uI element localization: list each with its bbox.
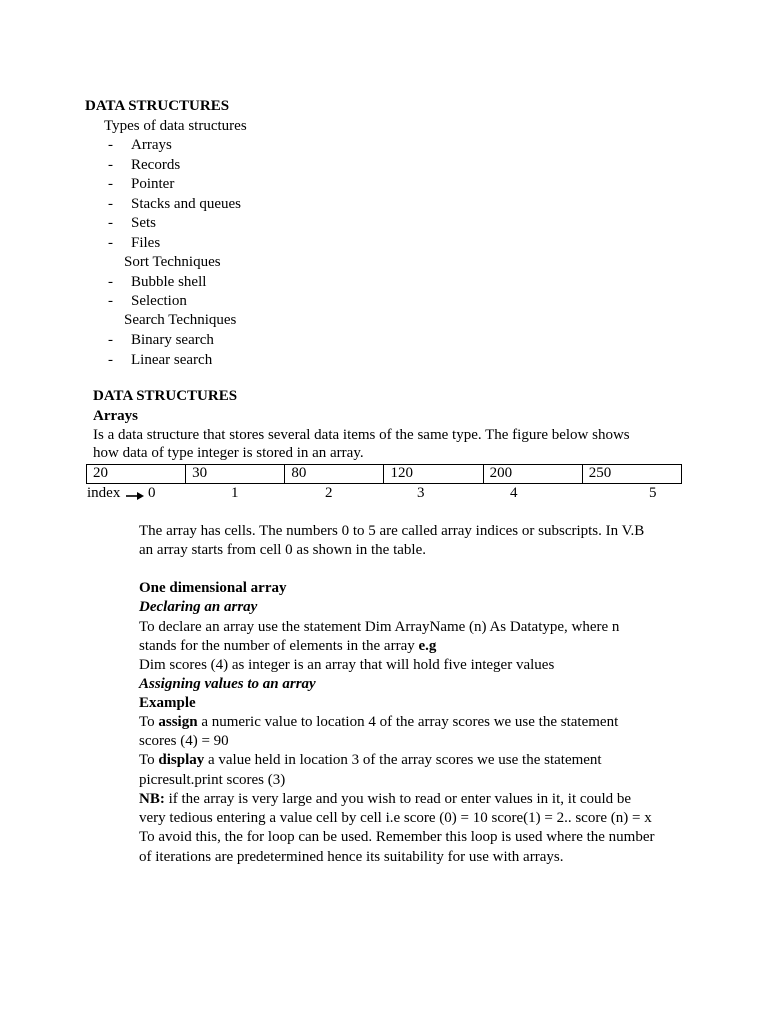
index-number: 2: [325, 485, 333, 501]
list-item-label: Binary search: [131, 332, 214, 348]
list-item: -: [108, 352, 113, 368]
list-item-label: Pointer: [131, 176, 175, 192]
heading-data-structures: DATA STRUCTURES: [85, 98, 230, 114]
assign-rest: a numeric value to location 4 of the array scores we use the statement: [197, 714, 619, 730]
declare-line1: To declare an array use the statement Dim ArrayName (n) As Datatype, where n: [139, 619, 620, 635]
array-cell: 200: [483, 465, 582, 484]
arrays-desc-line1: Is a data structure that stores several data items of the same type. The figure below shows: [93, 427, 630, 443]
nb-text: if the array is very large and you wish to read or enter values in it, it could be: [164, 791, 632, 807]
list-item: -: [108, 215, 113, 231]
assigning-heading: Assigning values to an array: [139, 676, 316, 692]
list-item-label: Selection: [131, 293, 187, 309]
assign-line: [139, 713, 618, 732]
search-techniques-label: Search Techniques: [124, 312, 237, 328]
para1-line2: an array starts from cell 0 as shown in the table.: [139, 542, 426, 558]
declaring-heading: Declaring an array: [139, 599, 258, 615]
one-dim-heading: One dimensional array: [139, 580, 287, 596]
para1-line1: The array has cells. The numbers 0 to 5 are called array indices or subscripts. In V.B: [139, 523, 645, 539]
display-word: display: [158, 752, 205, 768]
list-item: -: [108, 157, 113, 173]
index-number: 4: [510, 485, 518, 501]
arrays-heading: Arrays: [93, 408, 138, 424]
nb-label: NB:: [139, 791, 165, 807]
index-label: index: [87, 485, 121, 501]
list-item: -: [108, 332, 113, 348]
assign-code: scores (4) = 90: [139, 733, 229, 749]
list-item-label: Linear search: [131, 352, 213, 368]
array-cell: 250: [582, 465, 681, 484]
array-cell: 20: [87, 465, 186, 484]
list-item-label: Records: [131, 157, 181, 173]
nb-line1: [139, 790, 631, 809]
eg-label: e.g: [418, 638, 437, 654]
display-prefix: To: [139, 752, 159, 768]
list-item: -: [108, 235, 113, 251]
index-number: 0: [148, 485, 156, 501]
list-item: -: [108, 274, 113, 290]
declare-line2: [139, 637, 436, 656]
list-item: -: [108, 293, 113, 309]
list-item: -: [108, 196, 113, 212]
array-cell: 80: [285, 465, 384, 484]
heading-data-structures-2: DATA STRUCTURES: [93, 388, 238, 404]
list-item-label: Files: [131, 235, 161, 251]
declare-text: stands for the number of elements in the array: [139, 638, 419, 654]
list-item-label: Stacks and queues: [131, 196, 241, 212]
display-line: [139, 751, 602, 770]
display-code: picresult.print scores (3): [139, 772, 286, 788]
nb-line2: very tedious entering a value cell by cell i.e score (0) = 10 score(1) = 2.. score (n) = x: [139, 810, 652, 826]
array-table: [86, 464, 682, 484]
array-cell: 30: [186, 465, 285, 484]
list-item: -: [108, 137, 113, 153]
types-label: Types of data structures: [104, 118, 247, 134]
index-number: 3: [417, 485, 425, 501]
example-heading: Example: [139, 695, 196, 711]
list-item-label: Bubble shell: [131, 274, 207, 290]
sort-techniques-label: Sort Techniques: [124, 254, 221, 270]
arrow-right-icon: [126, 489, 144, 499]
assign-prefix: To: [139, 714, 159, 730]
list-item-label: Arrays: [131, 137, 172, 153]
arrays-desc-line2: how data of type integer is stored in an array.: [93, 445, 364, 461]
declare-line3: Dim scores (4) as integer is an array that will hold five integer values: [139, 657, 555, 673]
array-cell: 120: [384, 465, 483, 484]
list-item-label: Sets: [131, 215, 157, 231]
display-rest: a value held in location 3 of the array scores we use the statement: [204, 752, 602, 768]
list-item: -: [108, 176, 113, 192]
table-row: [87, 465, 682, 484]
nb-line4: of iterations are predetermined hence its suitability for use with arrays.: [139, 849, 564, 865]
nb-line3: To avoid this, the for loop can be used. Remember this loop is used where the number: [139, 829, 655, 845]
index-number: 1: [231, 485, 239, 501]
assign-word: assign: [158, 714, 198, 730]
index-number: 5: [649, 485, 657, 501]
